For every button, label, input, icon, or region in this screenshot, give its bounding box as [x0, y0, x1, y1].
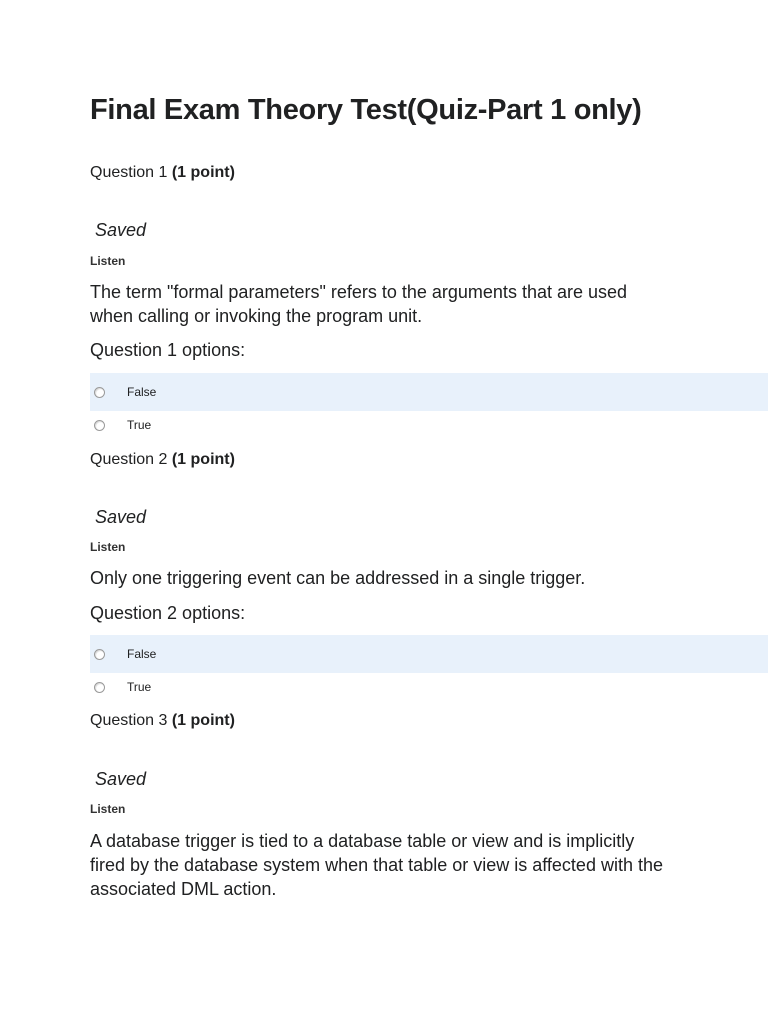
- option-label: False: [127, 647, 157, 661]
- question-1-saved-status: Saved: [95, 220, 147, 240]
- question-2-saved-status: Saved: [95, 507, 147, 527]
- question-2-listen-button[interactable]: Listen: [90, 540, 126, 554]
- radio-button[interactable]: [94, 682, 105, 693]
- question-3-text: A database trigger is tied to a database table or view and is implicitly fired by the database system when that table or view is affected with the associated DML action.: [90, 831, 663, 899]
- question-1-text: The term "formal parameters" refers to the arguments that are used when calling or invoking the program unit.: [90, 282, 628, 326]
- question-2-label: Question 2: [90, 451, 168, 468]
- question-1-header: [90, 164, 235, 182]
- question-3-label: Question 3: [90, 712, 168, 729]
- radio-button[interactable]: [94, 420, 105, 431]
- option-label: True: [127, 680, 152, 694]
- question-1-listen-button[interactable]: Listen: [90, 254, 126, 268]
- question-2-text: Only one triggering event can be addressed in a single trigger.: [90, 568, 586, 588]
- question-2-option-true[interactable]: [90, 668, 768, 706]
- radio-button[interactable]: [94, 649, 105, 660]
- question-2-points: (1 point): [171, 451, 235, 468]
- question-1-label: Question 1: [90, 164, 168, 181]
- option-label: False: [127, 385, 157, 399]
- page-title: Final Exam Theory Test(Quiz-Part 1 only): [90, 94, 642, 126]
- question-3-header: [90, 712, 235, 730]
- question-3-points: (1 point): [171, 712, 235, 729]
- question-3-listen-button[interactable]: Listen: [90, 802, 126, 816]
- question-1-option-true[interactable]: [90, 406, 768, 444]
- question-1-options-label: Question 1 options:: [90, 340, 246, 360]
- question-1-points: (1 point): [171, 164, 235, 181]
- question-3-saved-status: Saved: [95, 769, 147, 789]
- radio-button[interactable]: [94, 387, 105, 398]
- option-label: True: [127, 418, 152, 432]
- question-2-header: [90, 451, 235, 469]
- question-2-options-label: Question 2 options:: [90, 603, 246, 623]
